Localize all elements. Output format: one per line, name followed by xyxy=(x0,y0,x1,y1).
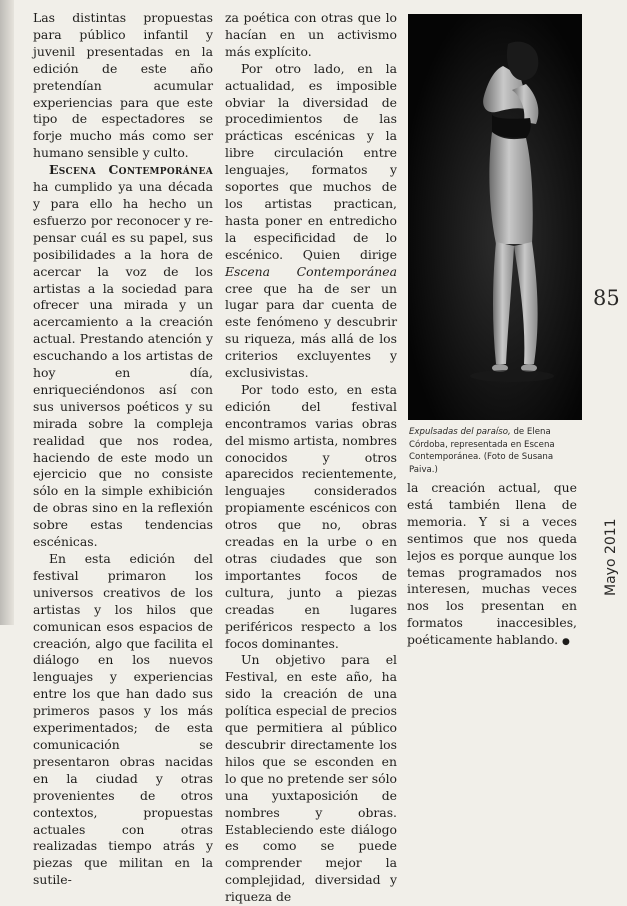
paragraph-text: cree que ha de ser un lugar para dar cuenta de este fenómeno y descubrir su riqueza, más allá de los criterios excluyentes y exclusivistas. xyxy=(225,280,397,381)
page-number: 85 xyxy=(593,286,620,310)
article-column-1 xyxy=(33,10,213,889)
paragraph: En esta edición del festival primaron los universos creativos de los artistas y los hilos que comunican esos espacios de creación, algo que facilita el diálogo en los nuevos lenguajes y experiencias entre los que han dado sus primeros pasos y los más experimentados; de esta comunicación se presentaron obras nacidas en la ciudad y otras provenientes de otros contextos, propuestas actuales con otras realizadas tiempo atrás y piezas que militan en la sutile- xyxy=(33,551,213,888)
paragraph-text: ha cumplido ya una década y para ello ha hecho un esfuerzo por reconocer y re-pensar cuál es su papel, sus posibilidades a la hora de acercar la voz de los artistas a la sociedad para ofrecer una mirada y un acercamiento a la creación actual. Prestando atención y escuchando a los artistas de hoy en día, enriqueciéndonos así con sus universos poéticos y su mirada sobre la compleja realidad que nos rodea, haciendo de este modo un ejercicio que no consiste sólo en la simple exhibición de obras sino en la reflexión sobre estas tendencias escénicas. xyxy=(33,179,213,550)
issue-date: Mayo 2011 xyxy=(603,518,619,596)
paragraph-text: Por otro lado, en la actualidad, es imposible obviar la diversidad de procedimientos de las prácticas escénicas y la libre circulación entre lenguajes, formatos y soportes que muchos de los artistas practican, hasta poner en entredicho la especificidad de lo escénico. Quien dirige xyxy=(225,60,397,262)
article-column-3 xyxy=(407,480,577,651)
paragraph-text: la creación actual, que está también llena de memoria. Y si a veces sentimos que nos queda lejos es porque aunque los temas programados nos interesen, muchas veces nos los presentan en formatos inaccesibles, poéticamente hablando. xyxy=(407,480,577,648)
paragraph: Las distintas propuestas para público infantil y juvenil presentadas en la edición de este año pretendían acumular experiencias para que este tipo de espectadores se forje mucho más como ser humano sensible y culto. xyxy=(33,10,213,161)
end-of-article-mark: ● xyxy=(562,637,570,648)
paragraph xyxy=(33,162,213,551)
performance-photo xyxy=(408,14,582,420)
page-gutter-shadow xyxy=(0,0,14,625)
paragraph: za poética con otras que lo hacían en un activismo más explícito. xyxy=(225,10,397,59)
festival-name-italic: Escena Contemporánea xyxy=(225,263,397,279)
paragraph xyxy=(225,61,397,382)
paragraph xyxy=(407,480,577,651)
festival-name-lead: Escena Contemporánea xyxy=(49,162,213,178)
paragraph: Un objetivo para el Festival, en este año, ha sido la creación de una política especial de precios que permitiera al público descubrir directamente los hilos que se esconden en lo que no pretende ser sólo una yuxtaposición de nombres y obras. Estableciendo este diálogo es como se puede comprender mejor la complejidad, diversidad y riqueza de xyxy=(225,652,397,905)
article-column-2 xyxy=(225,10,397,906)
caption-text: de Elena Córdoba, representada en Escena Contemporánea. (Foto de Susana Paiva.) xyxy=(409,427,555,475)
paragraph: Por todo esto, en esta edición del festival encontramos varias obras del mismo artista, nombres conocidos y otros aparecidos recientemente, lenguajes considerados propiamente escénicos con otros que no, obras creadas en la urbe o en otras ciudades que son importantes focos de cultura, junto a piezas creadas en lugares periféricos respecto a los focos dominantes. xyxy=(225,381,397,651)
caption-title: Expulsadas del paraíso, xyxy=(409,427,511,437)
photo-caption xyxy=(409,426,581,476)
